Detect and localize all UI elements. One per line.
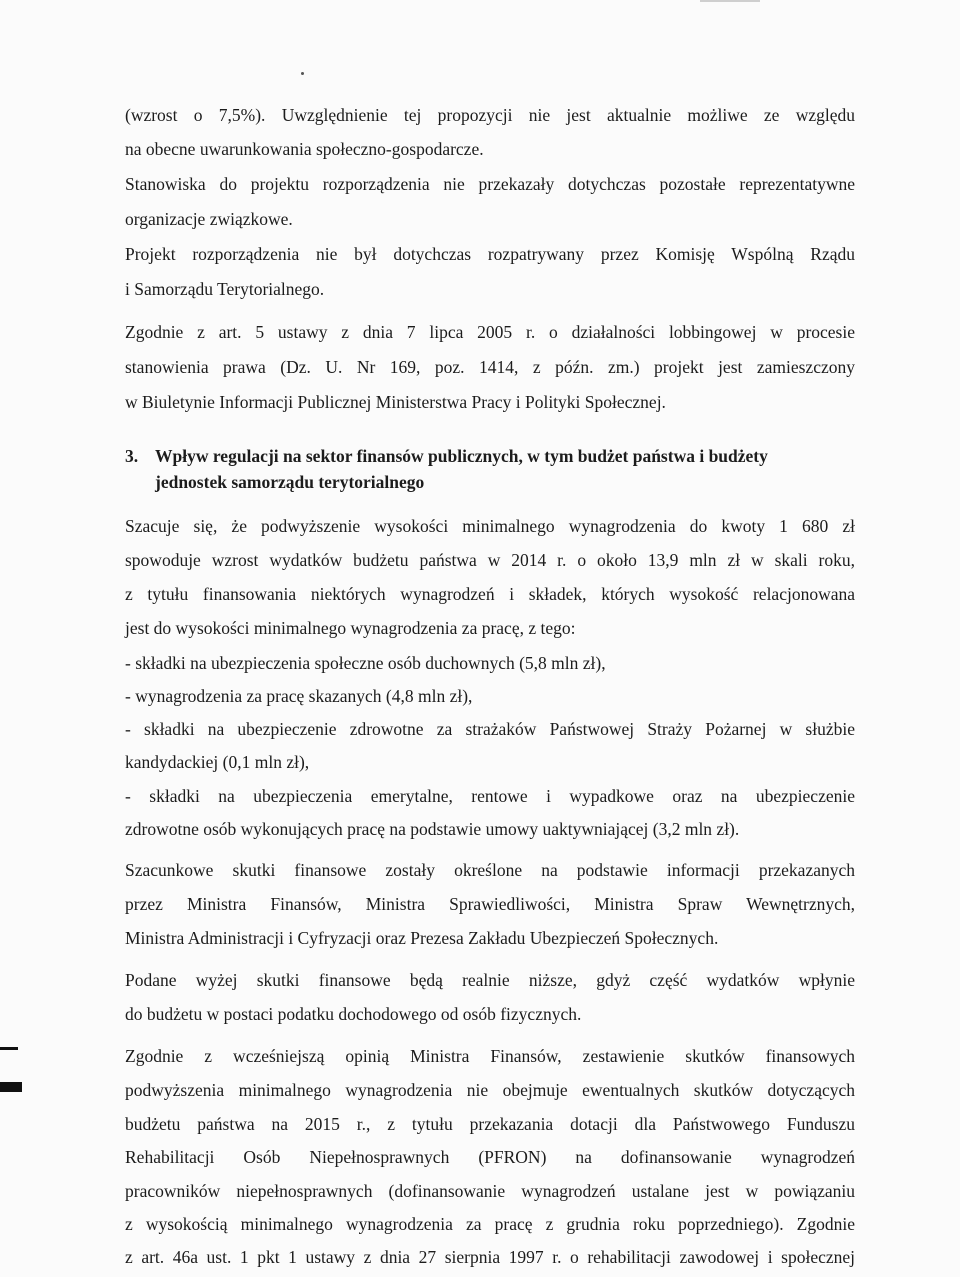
list-item: zdrowotne osób wykonujących pracę na podstawie umowy uaktywniającej (3,2 mln zł). [125,819,740,839]
section-title: jednostek samorządu terytorialnego [155,472,425,492]
list-item: - składki na ubezpieczenie zdrowotne za strażaków Państwowej Straży Pożarnej w służbie [125,719,855,739]
text-line: Zgodnie z art. 5 ustawy z dnia 7 lipca 2005 r. o działalności lobbingowej w procesie [125,322,855,342]
text-line: i Samorządu Terytorialnego. [125,279,325,299]
list-item: kandydackiej (0,1 mln zł), [125,752,310,772]
section-number: 3. [125,446,139,466]
list-item: - składki na ubezpieczenia społeczne osób duchownych (5,8 mln zł), [125,653,606,673]
list-item: - składki na ubezpieczenia emerytalne, rentowe i wypadkowe oraz na ubezpieczenie [125,786,855,806]
text-line: Zgodnie z wcześniejszą opinią Ministra Finansów, zestawienie skutków finansowych [125,1046,855,1066]
text-line: (wzrost o 7,5%). Uwzględnienie tej propozycji nie jest aktualnie możliwe ze względu [125,105,855,125]
margin-mark [0,1047,18,1050]
text-line: podwyższenia minimalnego wynagrodzenia nie obejmuje ewentualnych skutków dotyczących [125,1080,855,1100]
margin-mark [0,1082,22,1092]
text-line: z art. 46a ust. 1 pkt 1 ustawy z dnia 27 sierpnia 1997 r. o rehabilitacji zawodowej i społecznej [125,1247,855,1267]
text-line: na obecne uwarunkowania społeczno-gospodarcze. [125,139,484,159]
text-line: Rehabilitacji Osób Niepełnosprawnych (PFRON) na dofinansowanie wynagrodzeń [125,1147,855,1167]
text-line: Podane wyżej skutki finansowe będą realnie niższe, gdyż część wydatków wpłynie [125,970,855,990]
text-line: budżetu państwa na 2015 r., z tytułu przekazania dotacji dla Państwowego Funduszu [125,1114,855,1134]
text-line: stanowienia prawa (Dz. U. Nr 169, poz. 1414, z późn. zm.) projekt jest zamieszczony [125,357,855,377]
section-title: Wpływ regulacji na sektor finansów publicznych, w tym budżet państwa i budżety [155,446,768,466]
list-item: - wynagrodzenia za pracę skazanych (4,8 mln zł), [125,686,473,706]
text-line: z tytułu finansowania niektórych wynagrodzeń i składek, których wysokość relacjonowana [125,584,855,604]
text-line: do budżetu w postaci podatku dochodowego od osób fizycznych. [125,1004,582,1024]
scan-artifact [700,0,760,2]
text-line: pracowników niepełnosprawnych (dofinansowanie wynagrodzeń ustalane jest w powiązaniu [125,1181,855,1201]
text-line: w Biuletynie Informacji Publicznej Ministerstwa Pracy i Polityki Społecznej. [125,392,666,412]
text-line: jest do wysokości minimalnego wynagrodzenia za pracę, z tego: [125,618,576,638]
text-line: spowoduje wzrost wydatków budżetu państwa w 2014 r. o około 13,9 mln zł w skali roku, [125,550,855,570]
text-line: Szacuje się, że podwyższenie wysokości minimalnego wynagrodzenia do kwoty 1 680 zł [125,516,855,536]
text-line: Szacunkowe skutki finansowe zostały określone na podstawie informacji przekazanych [125,860,855,880]
text-line: Projekt rozporządzenia nie był dotychczas rozpatrywany przez Komisję Wspólną Rządu [125,244,855,264]
scan-speck [301,72,304,75]
text-line: przez Ministra Finansów, Ministra Sprawiedliwości, Ministra Spraw Wewnętrznych, [125,894,855,914]
text-line: organizacje związkowe. [125,209,293,229]
text-line: z wysokością minimalnego wynagrodzenia za pracę z grudnia roku poprzedniego). Zgodnie [125,1214,855,1234]
text-line: Stanowiska do projektu rozporządzenia nie przekazały dotychczas pozostałe reprezentatywne [125,174,855,194]
text-line: Ministra Administracji i Cyfryzacji oraz Prezesa Zakładu Ubezpieczeń Społecznych. [125,928,719,948]
